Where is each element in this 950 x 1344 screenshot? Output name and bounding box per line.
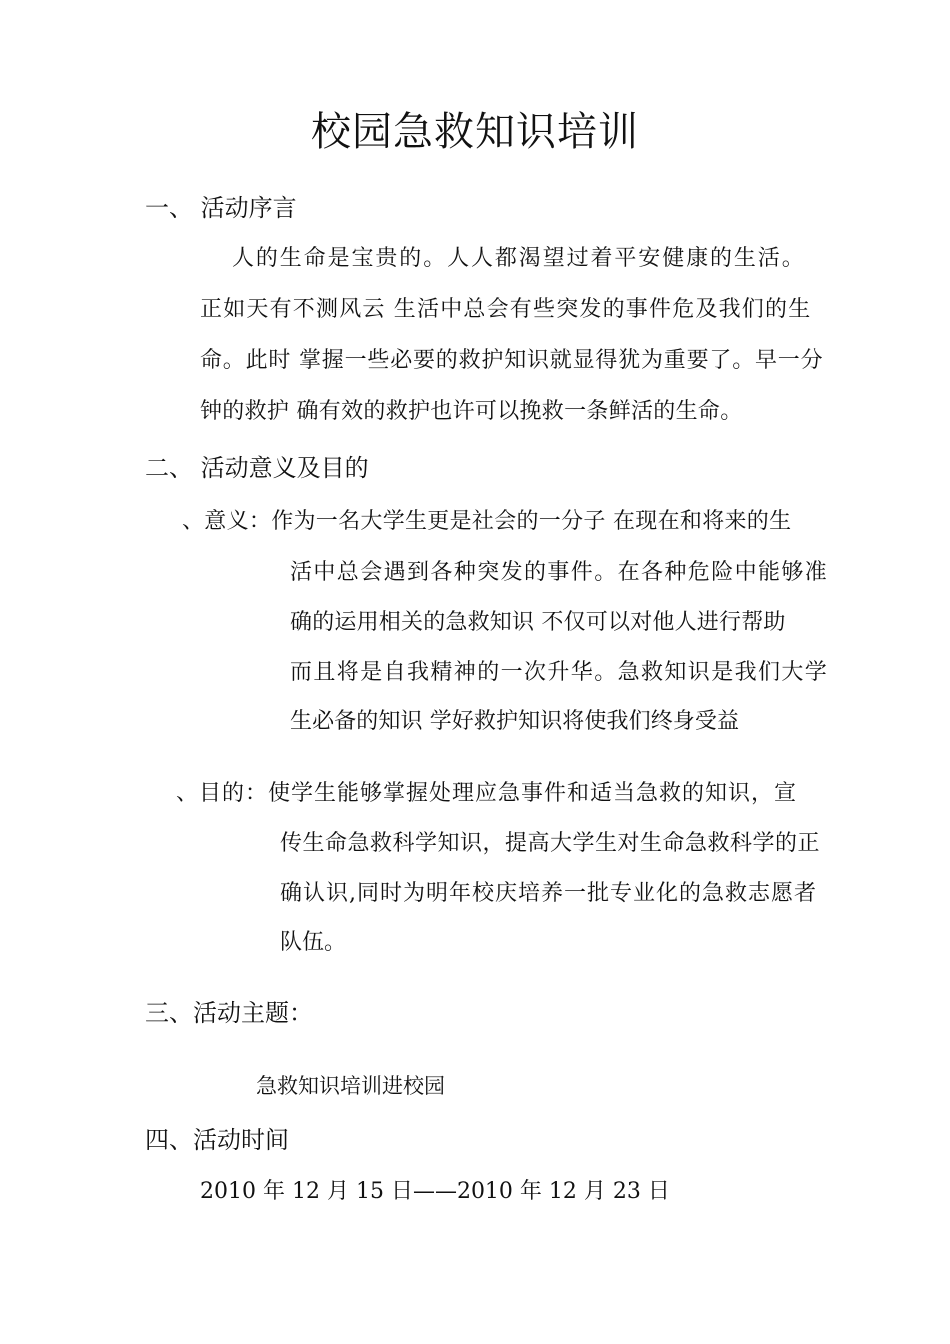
purpose-line-2: 传生命急救科学知识，提高大学生对生命急救科学的正	[280, 831, 821, 856]
theme-content: 急救知识培训进校园	[256, 1074, 445, 1098]
section-heading-meaning-purpose: 二、 活动意义及目的	[145, 454, 369, 482]
preface-line-1: 人的生命是宝贵的。人人都渴望过着平安健康的生活。	[232, 246, 806, 271]
document-title: 校园急救知识培训	[311, 109, 639, 155]
meaning-line-1: 、意义：作为一名大学生更是社会的一分子 在现在和将来的生	[182, 509, 792, 534]
meaning-line-4: 而且将是自我精神的一次升华。急救知识是我们大学	[290, 660, 829, 685]
meaning-line-3: 确的运用相关的急救知识 不仅可以对他人进行帮助	[290, 610, 786, 635]
meaning-line-2: 活中总会遇到各种突发的事件。在各种危险中能够准	[290, 560, 829, 585]
preface-line-2: 正如天有不测风云 生活中总会有些突发的事件危及我们的生	[200, 297, 812, 322]
purpose-line-1: 、目的：使学生能够掌握处理应急事件和适当急救的知识，宣	[176, 781, 798, 806]
preface-line-3: 命。此时 掌握一些必要的救护知识就显得犹为重要了。早一分	[200, 348, 824, 373]
time-content: 2010 年 12 月 15 日——2010 年 12 月 23 日	[200, 1179, 670, 1204]
purpose-line-3: 确认识,同时为明年校庆培养一批专业化的急救志愿者	[280, 881, 817, 906]
preface-line-4: 钟的救护 确有效的救护也许可以挽救一条鲜活的生命。	[200, 399, 743, 424]
section-heading-theme: 三、活动主题：	[145, 999, 313, 1027]
section-heading-preface: 一、 活动序言	[145, 194, 297, 222]
section-heading-time: 四、活动时间	[145, 1126, 289, 1154]
meaning-line-5: 生必备的知识 学好救护知识将使我们终身受益	[290, 709, 740, 734]
purpose-line-4: 队伍。	[280, 930, 347, 955]
